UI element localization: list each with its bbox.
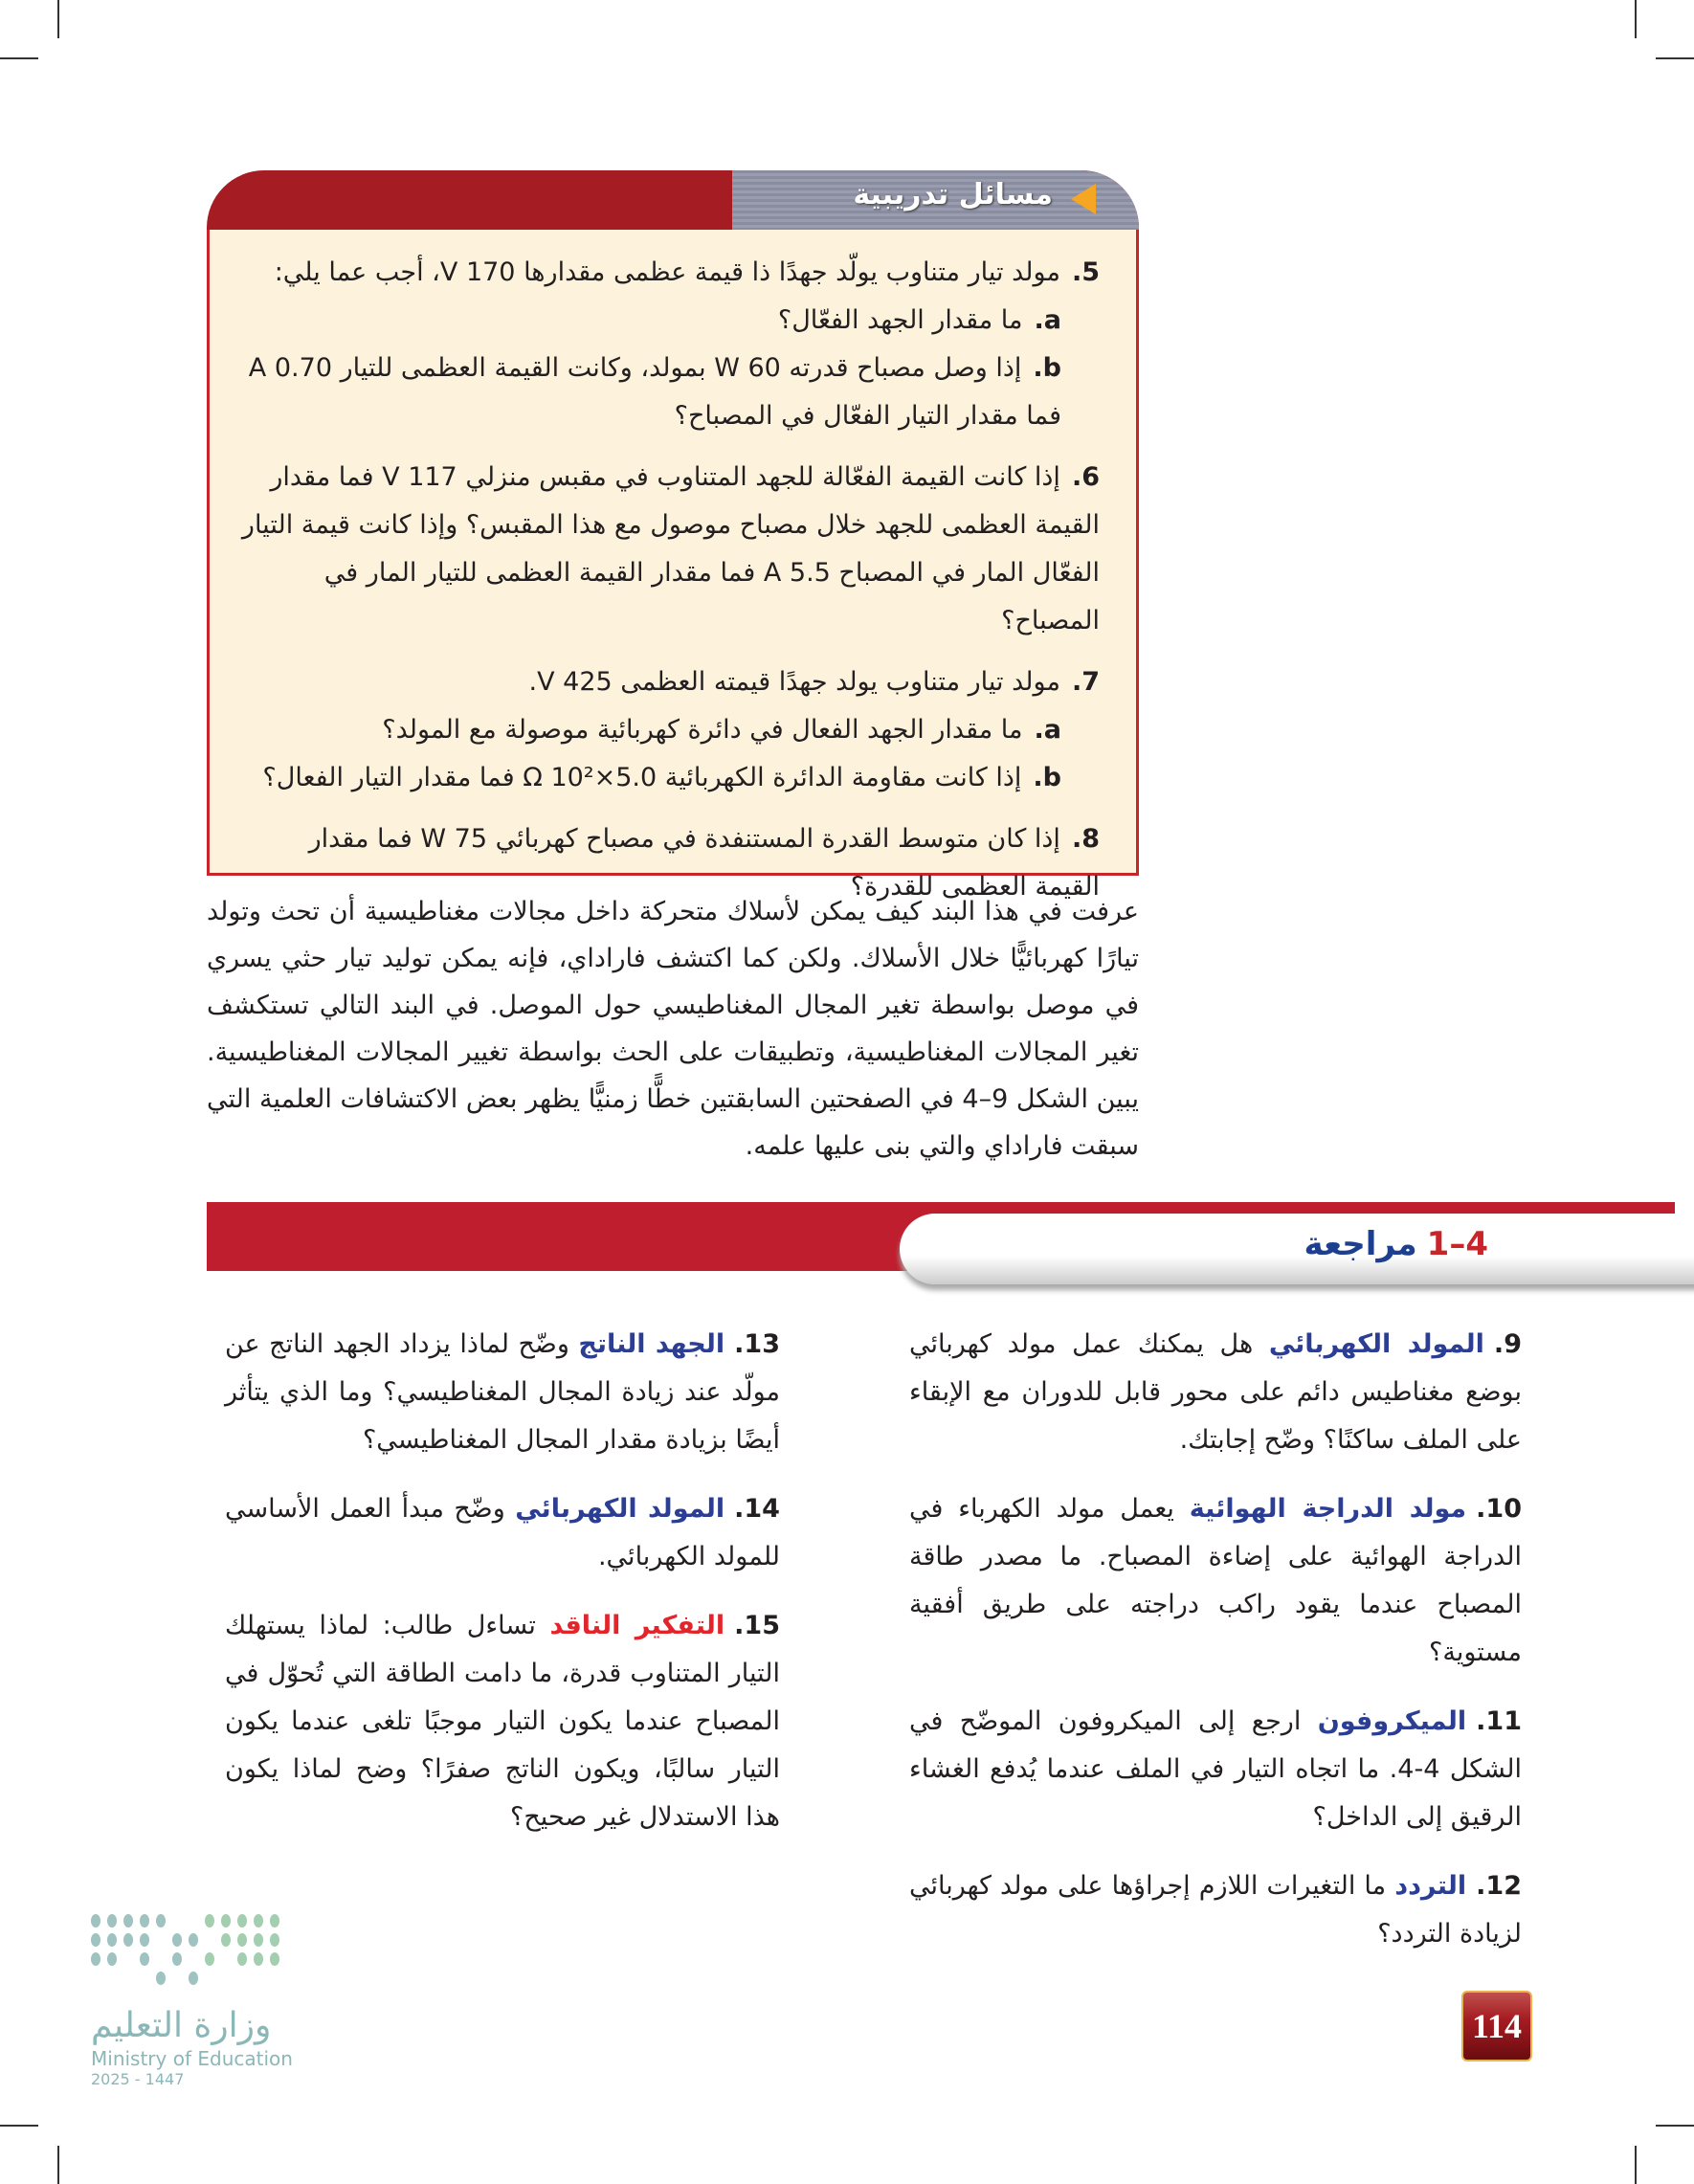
question-5: 5.مولد تيار متناوب يولّد جهدًا ذا قيمة عظمى مقدارها 170 V، أجب عما يلي: a.ما مقدار الجهد الفعّال؟ b.إذا وصل مصباح قدرته 60 W بمولد، وكانت القيمة العظمى للتيار 0.70 A فما مقدار التيار الفعّال في المصباح؟ xyxy=(248,257,1100,431)
page-number: 114 xyxy=(1461,1991,1532,2061)
logo-dot xyxy=(254,1914,263,1928)
logo-year: 2025 - 1447 xyxy=(91,2070,185,2088)
ministry-logo xyxy=(91,1914,311,2088)
crop-mark xyxy=(57,2146,59,2184)
logo-dot xyxy=(254,1933,263,1947)
crop-mark xyxy=(0,2125,38,2127)
logo-english: Ministry of Education xyxy=(91,2047,293,2070)
question-6: 6.إذا كانت القيمة الفعّالة للجهد المتناوب في مقبس منزلي 117 V فما مقدار القيمة العظمى للجهد خلال مصباح موصول مع هذا المقبس؟ وإذا كانت قيمة التيار الفعّال المار في المصباح 5.5 A فما مقدار القيمة العظمى للتيار المار في المصباح؟ xyxy=(241,462,1100,635)
logo-dot xyxy=(221,1914,231,1928)
logo-dot xyxy=(270,1952,279,1966)
logo-dot xyxy=(270,1914,279,1928)
review-item-9: 9.المولد الكهربائي هل يمكنك عمل مولد كهربائي بوضع مغناطيس دائم على محور قابل للدوران مع الإبقاء على الملف ساكنًا؟ وضّح إجابتك. xyxy=(909,1329,1522,1455)
review-item-15: 15.التفكير الناقد تساءل طالب: لماذا يستهلك التيار المتناوب قدرة، ما دامت الطاقة التي تُحوّل في المصباح عندما يكون التيار موجبًا تلغى عندما يكون التيار سالبًا، ويكون الناتج صفرًا؟ وضح لماذا يكون هذا الاستدلال غير صحيح؟ xyxy=(225,1611,780,1832)
review-column-left xyxy=(225,1321,780,1862)
crop-mark xyxy=(0,57,38,59)
logo-dot xyxy=(270,1933,279,1947)
crop-mark xyxy=(1656,57,1694,59)
body-paragraph: عرفت في هذا البند كيف يمكن لأسلاك متحركة داخل مجالات مغناطيسية أن تحث وتولد تيارًا كهربائيًّا خلال الأسلاك. ولكن كما اكتشف فاراداي، فإنه يمكن توليد تيار حثي يسري في موصل بواسطة تغير المجال المغناطيسي حول الموصل. في البند التالي تستكشف تغير المجالات المغناطيسية، وتطبيقات على الحث بواسطة تغيير المجالات المغناطيسية. يبين الشكل 9–4 في الصفحتين السابقتين خطًّا زمنيًّا يظهر بعض الاكتشافات العلمية التي سبقت فاراداي والتي بنى عليها علمه. xyxy=(207,897,1139,1161)
logo-dot xyxy=(107,1933,117,1947)
logo-dot xyxy=(237,1914,247,1928)
logo-dot xyxy=(237,1952,247,1966)
logo-dot xyxy=(205,1952,214,1966)
review-column-right xyxy=(909,1321,1522,1979)
logo-dot xyxy=(205,1914,214,1928)
review-item-11: 11.الميكروفون ارجع إلى الميكروفون الموضّح في الشكل 4-4. ما اتجاه التيار في الملف عندما يُدفع الغشاء الرقيق إلى الداخل؟ xyxy=(909,1706,1522,1832)
logo-dot xyxy=(172,1933,182,1947)
question-8: 8.إذا كان متوسط القدرة المستنفدة في مصباح كهربائي 75 W فما مقدار القيمة العظمى للقدرة؟ xyxy=(308,824,1100,902)
crop-mark xyxy=(57,0,59,38)
review-item-12: 12.التردد ما التغيرات اللازم إجراؤها على مولد كهربائي لزيادة التردد؟ xyxy=(909,1871,1522,1949)
logo-dot xyxy=(189,1933,198,1947)
section-number: 4–1 xyxy=(1426,1225,1488,1263)
logo-dot xyxy=(237,1933,247,1947)
crop-mark xyxy=(1635,0,1637,38)
logo-dot xyxy=(91,1952,100,1966)
logo-dot xyxy=(254,1952,263,1966)
logo-dot xyxy=(156,1972,166,1985)
review-item-13: 13.الجهد الناتج وضّح لماذا يزداد الجهد الناتج عن مولّد عند زيادة المجال المغناطيسي؟ وما الذي يتأثر أيضًا بزيادة مقدار المجال المغناطيسي؟ xyxy=(225,1329,780,1455)
review-header xyxy=(900,1214,1694,1284)
logo-dot xyxy=(172,1952,182,1966)
logo-dots-icon xyxy=(91,1914,311,1985)
logo-dot xyxy=(107,1952,117,1966)
logo-arabic: وزارة التعليم xyxy=(91,2006,272,2045)
logo-dot xyxy=(156,1914,166,1928)
logo-dot xyxy=(123,1933,133,1947)
logo-dot xyxy=(91,1933,100,1947)
crop-mark xyxy=(1635,2146,1637,2184)
question-7: 7.مولد تيار متناوب يولد جهدًا قيمته العظمى 425 V. a.ما مقدار الجهد الفعال في دائرة كهربائية موصولة مع المولد؟ b.إذا كانت مقاومة الدائرة الكهربائية 5.0×10² Ω فما مقدار التيار الفعال؟ xyxy=(262,667,1100,792)
practice-problems-box xyxy=(207,170,1139,902)
logo-dot xyxy=(189,1972,198,1985)
logo-dot xyxy=(123,1914,133,1928)
practice-header xyxy=(207,170,1139,230)
logo-dot xyxy=(107,1914,117,1928)
logo-dot xyxy=(140,1933,149,1947)
arrow-icon xyxy=(1071,184,1096,214)
logo-dot xyxy=(221,1933,231,1947)
logo-dot xyxy=(140,1952,149,1966)
review-item-10: 10.مولد الدراجة الهوائية يعمل مولد الكهرباء في الدراجة الهوائية على إضاءة المصباح. ما مصدر طاقة المصباح عندما يقود راكب دراجته على طريق أفقية مستوية؟ xyxy=(909,1494,1522,1667)
review-item-14: 14.المولد الكهربائي وضّح مبدأ العمل الأساسي للمولد الكهربائي. xyxy=(225,1494,780,1571)
logo-dot xyxy=(140,1914,149,1928)
review-title: مراجعة xyxy=(1304,1225,1417,1263)
crop-mark xyxy=(1656,2125,1694,2127)
logo-dot xyxy=(91,1914,100,1928)
practice-title: مسائل تدريبية xyxy=(853,178,1053,212)
